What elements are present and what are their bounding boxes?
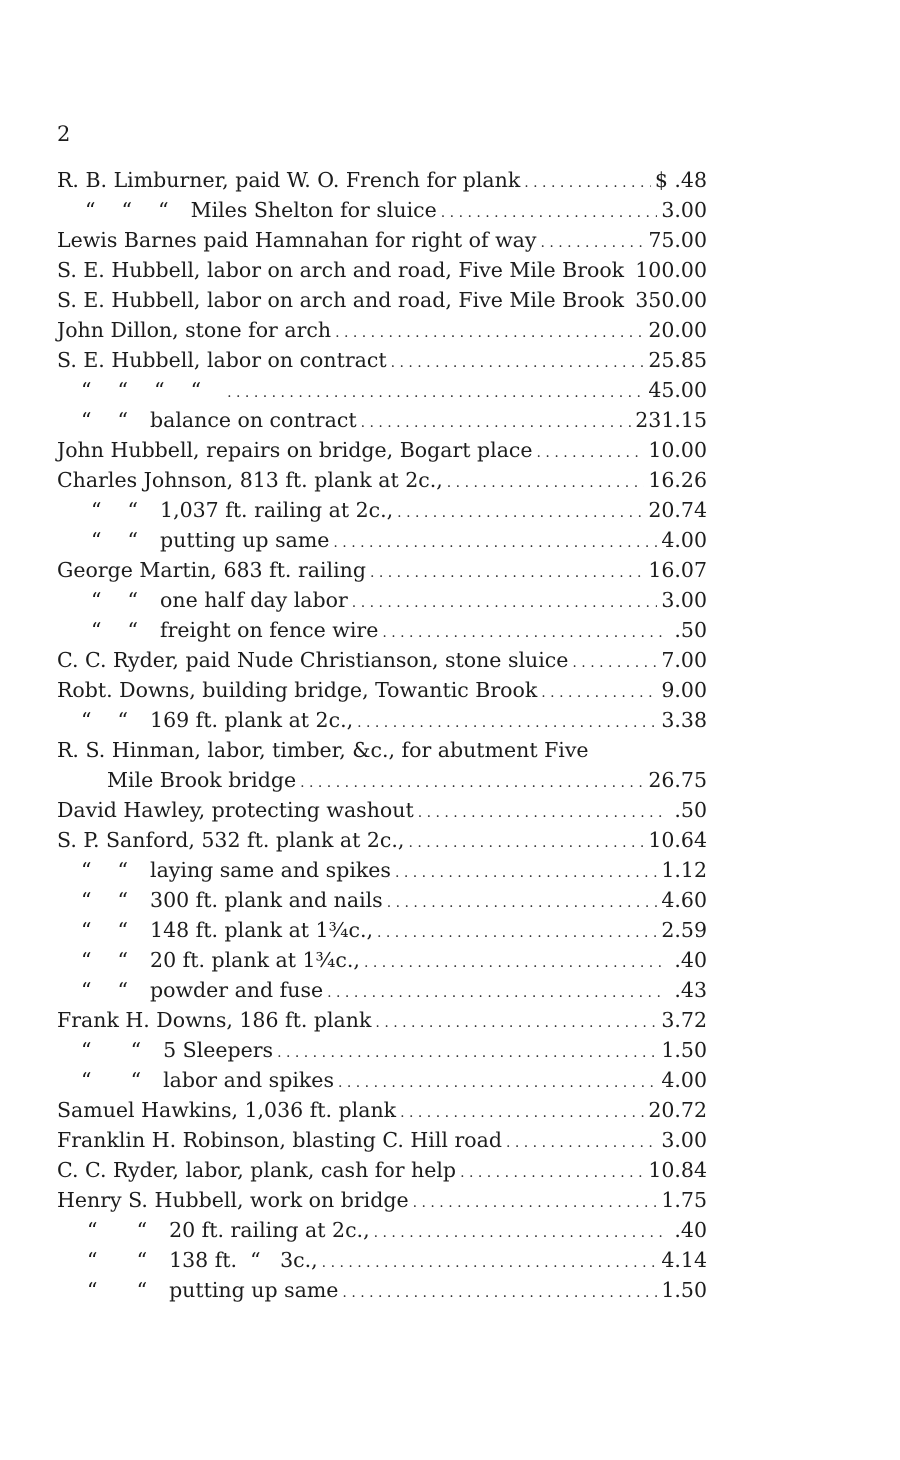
ledger-row (57, 225, 707, 255)
dot-leader (338, 1065, 657, 1098)
ditto-marks: “ “ “ “ (81, 378, 202, 402)
ledger-row (57, 915, 707, 945)
entry-description: balance on contract (150, 408, 357, 432)
entry-description: R. S. Hinman, labor, timber, &c., for abutment Five (57, 738, 589, 762)
ledger-row (57, 435, 707, 465)
ledger-row (57, 645, 707, 675)
ledger-row (57, 255, 707, 285)
dot-leader (387, 885, 658, 918)
ledger-row (57, 1035, 707, 1065)
entry-amount: 4.00 (661, 1068, 707, 1092)
entry-description: 1,037 ft. railing at 2c., (160, 498, 394, 522)
dot-leader (537, 435, 645, 468)
ledger-row (57, 705, 707, 735)
entry-description: 169 ft. plank at 2c., (150, 708, 354, 732)
dot-leader (418, 795, 663, 828)
entry-description: Franklin H. Robinson, blasting C. Hill road (57, 1128, 502, 1152)
ledger-row (57, 765, 707, 795)
ditto-marks: “ “ (81, 1038, 142, 1062)
ledger-row (57, 375, 707, 405)
dot-leader (395, 855, 657, 888)
dot-leader (277, 1035, 657, 1068)
ledger-row (57, 975, 707, 1005)
entry-amount: 20.00 (648, 318, 707, 342)
entry-description: R. B. Limburner, paid W. O. French for plank (57, 168, 521, 192)
ledger-row (57, 1185, 707, 1215)
ledger-row (57, 1155, 707, 1185)
entry-description: Frank H. Downs, 186 ft. plank (57, 1008, 372, 1032)
entry-amount: 20.72 (648, 1098, 707, 1122)
ledger-row (57, 1215, 707, 1245)
entry-amount: 3.72 (661, 1008, 707, 1032)
dot-leader (357, 705, 657, 738)
ledger-row (57, 945, 707, 975)
entry-description: George Martin, 683 ft. railing (57, 558, 366, 582)
entry-description: S. E. Hubbell, labor on arch and road, Five Mile Brook (57, 258, 625, 282)
ditto-marks: “ “ (91, 588, 139, 612)
entry-description: putting up same (169, 1278, 339, 1302)
dot-leader (541, 675, 657, 708)
ditto-marks: “ “ “ (85, 198, 169, 222)
ledger-row (57, 615, 707, 645)
entry-amount: .43 (674, 978, 707, 1002)
entry-description: 148 ft. plank at 1¾c., (150, 918, 373, 942)
entry-description: 20 ft. railing at 2c., (169, 1218, 370, 1242)
ledger-row (57, 1125, 707, 1155)
dot-leader (327, 975, 663, 1008)
entry-amount: 75.00 (648, 228, 707, 252)
entry-description: Charles Johnson, 813 ft. plank at 2c., (57, 468, 443, 492)
dot-leader (227, 375, 644, 408)
ditto-marks: “ “ (91, 528, 139, 552)
ledger-row (57, 825, 707, 855)
dot-leader (382, 615, 663, 648)
entry-amount: 26.75 (648, 768, 707, 792)
entry-description: putting up same (160, 528, 330, 552)
entry-description: Samuel Hawkins, 1,036 ft. plank (57, 1098, 397, 1122)
entry-amount: 350.00 (635, 288, 707, 312)
ditto-marks: “ “ (87, 1278, 148, 1302)
ledger-row (57, 795, 707, 825)
entry-amount: 20.74 (648, 498, 707, 522)
entry-description: S. P. Sanford, 532 ft. plank at 2c., (57, 828, 405, 852)
dot-leader (524, 165, 651, 198)
entry-amount: 100.00 (635, 258, 707, 282)
entry-amount: 25.85 (648, 348, 707, 372)
ledger-row (57, 405, 707, 435)
dot-leader (364, 945, 663, 978)
entry-description: John Dillon, stone for arch (57, 318, 332, 342)
entry-amount: 1.12 (661, 858, 707, 882)
entry-amount: 3.00 (661, 1128, 707, 1152)
entry-description: 300 ft. plank and nails (150, 888, 383, 912)
ledger-row (57, 555, 707, 585)
entry-amount: .40 (674, 948, 707, 972)
ditto-marks: “ “ (87, 1218, 148, 1242)
dot-leader (300, 765, 644, 798)
entry-amount: 1.50 (661, 1278, 707, 1302)
dot-leader (370, 555, 644, 588)
entry-description: 5 Sleepers (163, 1038, 274, 1062)
ledger-row (57, 1005, 707, 1035)
entry-amount: 10.00 (648, 438, 707, 462)
entry-description: freight on fence wire (160, 618, 379, 642)
entry-description: Lewis Barnes paid Hamnahan for right of way (57, 228, 537, 252)
ledger-row (57, 1245, 707, 1275)
entry-description: 20 ft. plank at 1¾c., (150, 948, 360, 972)
entry-amount: 3.00 (661, 588, 707, 612)
entry-amount: 10.64 (648, 828, 707, 852)
ledger-list (57, 165, 707, 1305)
entry-amount: 1.75 (661, 1188, 707, 1212)
entry-amount: 4.14 (661, 1248, 707, 1272)
dot-leader (413, 1185, 658, 1218)
dot-leader (408, 825, 644, 858)
dot-leader (391, 345, 645, 378)
ditto-marks: “ “ (81, 948, 129, 972)
ditto-marks: “ “ (81, 408, 129, 432)
entry-description: Miles Shelton for sluice (190, 198, 437, 222)
entry-description: powder and fuse (150, 978, 324, 1002)
ledger-row (57, 465, 707, 495)
dot-leader (322, 1245, 658, 1278)
ledger-row (57, 735, 707, 765)
entry-amount: 7.00 (661, 648, 707, 672)
ditto-marks: “ “ (81, 978, 129, 1002)
entry-description: one half day labor (160, 588, 348, 612)
dot-leader (333, 525, 657, 558)
ditto-marks: “ “ (81, 1068, 142, 1092)
dot-leader (400, 1095, 644, 1128)
ditto-marks: “ “ (87, 1248, 148, 1272)
page-number: 2 (57, 122, 71, 146)
dot-leader (361, 405, 632, 438)
ledger-row (57, 885, 707, 915)
ledger-row (57, 495, 707, 525)
entry-description: C. C. Ryder, labor, plank, cash for help (57, 1158, 457, 1182)
dot-leader (460, 1155, 644, 1188)
entry-amount: 9.00 (661, 678, 707, 702)
entry-description: David Hawley, protecting washout (57, 798, 414, 822)
ledger-row (57, 525, 707, 555)
entry-amount: .50 (674, 618, 707, 642)
ledger-row (57, 855, 707, 885)
entry-amount: $ .48 (654, 168, 707, 192)
dot-leader (375, 1005, 657, 1038)
entry-amount: 3.00 (661, 198, 707, 222)
entry-amount: 4.60 (661, 888, 707, 912)
dot-leader (377, 915, 657, 948)
dot-leader (447, 465, 645, 498)
ledger-row (57, 315, 707, 345)
entry-amount: 231.15 (635, 408, 707, 432)
entry-amount: .50 (674, 798, 707, 822)
dot-leader (352, 585, 658, 618)
ledger-row (57, 1065, 707, 1095)
entry-amount: 3.38 (661, 708, 707, 732)
entry-amount: 2.59 (661, 918, 707, 942)
entry-description: Henry S. Hubbell, work on bridge (57, 1188, 409, 1212)
dot-leader (397, 495, 644, 528)
ledger-row (57, 345, 707, 375)
entry-description: labor and spikes (163, 1068, 334, 1092)
dot-leader (506, 1125, 657, 1158)
dot-leader (374, 1215, 663, 1248)
ditto-marks: “ “ (91, 618, 139, 642)
ledger-row (57, 585, 707, 615)
entry-amount: 16.26 (648, 468, 707, 492)
ditto-marks: “ “ (81, 708, 129, 732)
dot-leader (572, 645, 657, 678)
entry-description: laying same and spikes (150, 858, 391, 882)
dot-leader (441, 195, 658, 228)
entry-description: 138 ft. “ 3c., (169, 1248, 318, 1272)
dot-leader (342, 1275, 657, 1308)
dot-leader (540, 225, 644, 258)
ledger-row (57, 675, 707, 705)
entry-amount: 16.07 (648, 558, 707, 582)
ledger-row (57, 1095, 707, 1125)
entry-description: C. C. Ryder, paid Nude Christianson, stone sluice (57, 648, 569, 672)
ditto-marks: “ “ (81, 918, 129, 942)
entry-description: Mile Brook bridge (107, 768, 297, 792)
ledger-row (57, 195, 707, 225)
ledger-row (57, 165, 707, 195)
entry-description: S. E. Hubbell, labor on contract (57, 348, 387, 372)
entry-amount: 4.00 (661, 528, 707, 552)
ditto-marks: “ “ (81, 888, 129, 912)
entry-description: John Hubbell, repairs on bridge, Bogart place (57, 438, 533, 462)
ledger-row (57, 1275, 707, 1305)
ledger-row (57, 285, 707, 315)
entry-description: S. E. Hubbell, labor on arch and road, Five Mile Brook (57, 288, 625, 312)
ditto-marks: “ “ (91, 498, 139, 522)
dot-leader (335, 315, 644, 348)
entry-amount: 1.50 (661, 1038, 707, 1062)
entry-amount: .40 (674, 1218, 707, 1242)
entry-amount: 10.84 (648, 1158, 707, 1182)
entry-description: Robt. Downs, building bridge, Towantic Brook (57, 678, 538, 702)
entry-amount: 45.00 (648, 378, 707, 402)
ditto-marks: “ “ (81, 858, 129, 882)
